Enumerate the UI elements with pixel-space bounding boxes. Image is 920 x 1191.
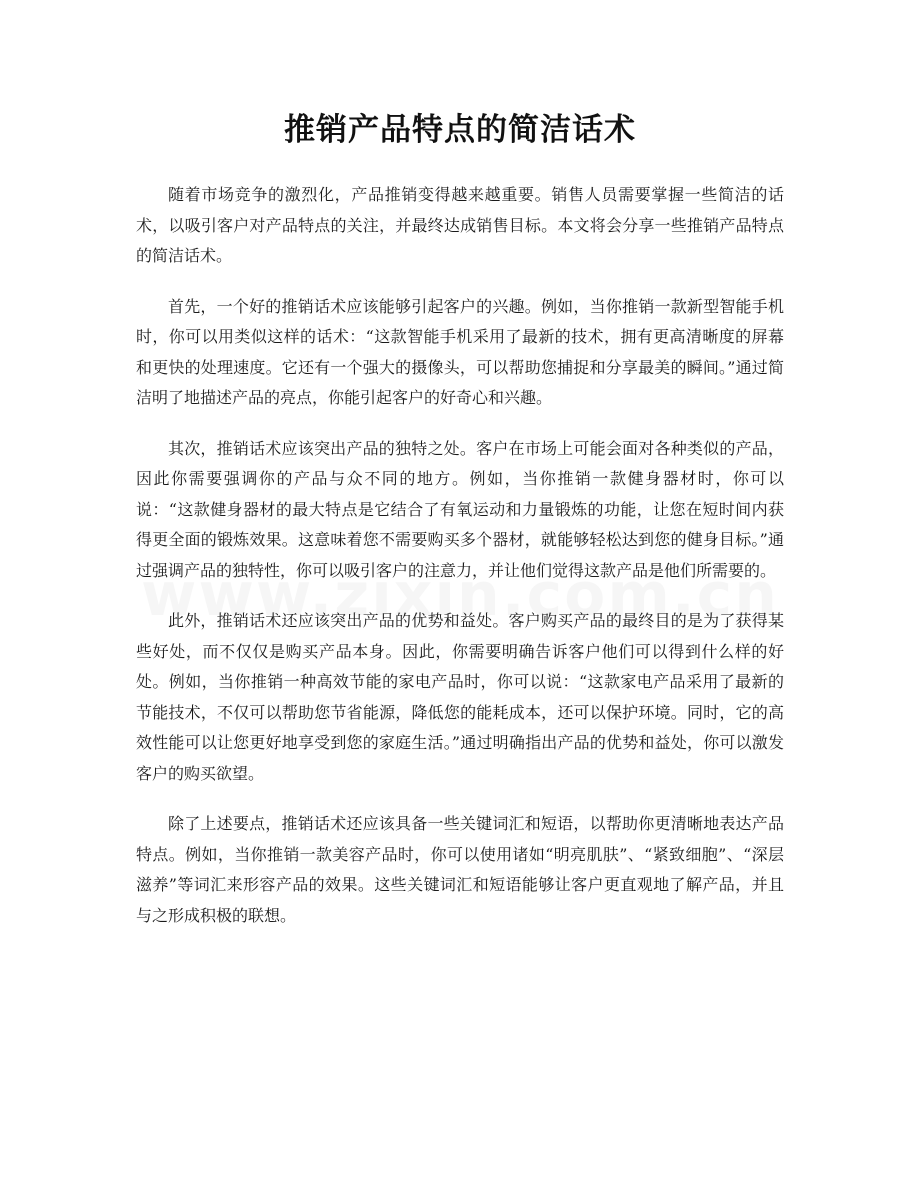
paragraph-1: 随着市场竞争的激烈化，产品推销变得越来越重要。销售人员需要掌握一些简洁的话术，以吸引客户对产品特点的关注，并最终达成销售目标。本文将会分享一些推销产品特点的简洁话术。 <box>136 185 784 265</box>
paragraph-2: 首先，一个好的推销话术应该能够引起客户的兴趣。例如，当你推销一款新型智能手机时，你可以用类似这样的话术：“这款智能手机采用了最新的技术，拥有更高清晰度的屏幕和更快的处理速度。它还有一个强大的摄像头，可以帮助您捕捉和分享最美的瞬间。”通过简洁明了地描述产品的亮点，你能引起客户的好奇心和兴趣。 <box>136 296 784 407</box>
paragraph-4: 此外，推销话术还应该突出产品的优势和益处。客户购买产品的最终目的是为了获得某些好处，而不仅仅是购买产品本身。因此，你需要明确告诉客户他们可以得到什么样的好处。例如，当你推销一种高效节能的家电产品时，你可以说：“这款家电产品采用了最新的节能技术，不仅可以帮助您节省能源，降低您的能耗成本，还可以保护环境。同时，它的高效性能可以让您更好地享受到您的家庭生活。”通过明确指出产品的优势和益处，你可以激发客户的购买欲望。 <box>136 611 784 783</box>
paragraph-5: 除了上述要点，推销话术还应该具备一些关键词汇和短语，以帮助你更清晰地表达产品特点。例如，当你推销一款美容产品时，你可以使用诸如“明亮肌肤”、“紧致细胞”、“深层滋养”等词汇来形容产品的效果。这些关键词汇和短语能够让客户更直观地了解产品，并且与之形成积极的联想。 <box>136 814 784 925</box>
paragraph-3: 其次，推销话术应该突出产品的独特之处。客户在市场上可能会面对各种类似的产品，因此你需要强调你的产品与众不同的地方。例如，当你推销一款健身器材时，你可以说：“这款健身器材的最大特点是它结合了有氧运动和力量锻炼的功能，让您在短时间内获得更全面的锻炼效果。这意味着您不需要购买多个器材，就能够轻松达到您的健身目标。”通过强调产品的独特性，你可以吸引客户的注意力，并让他们觉得这款产品是他们所需要的。 <box>136 438 784 580</box>
document-body <box>136 180 784 951</box>
document-title: 推销产品特点的简洁话术 <box>284 112 636 148</box>
